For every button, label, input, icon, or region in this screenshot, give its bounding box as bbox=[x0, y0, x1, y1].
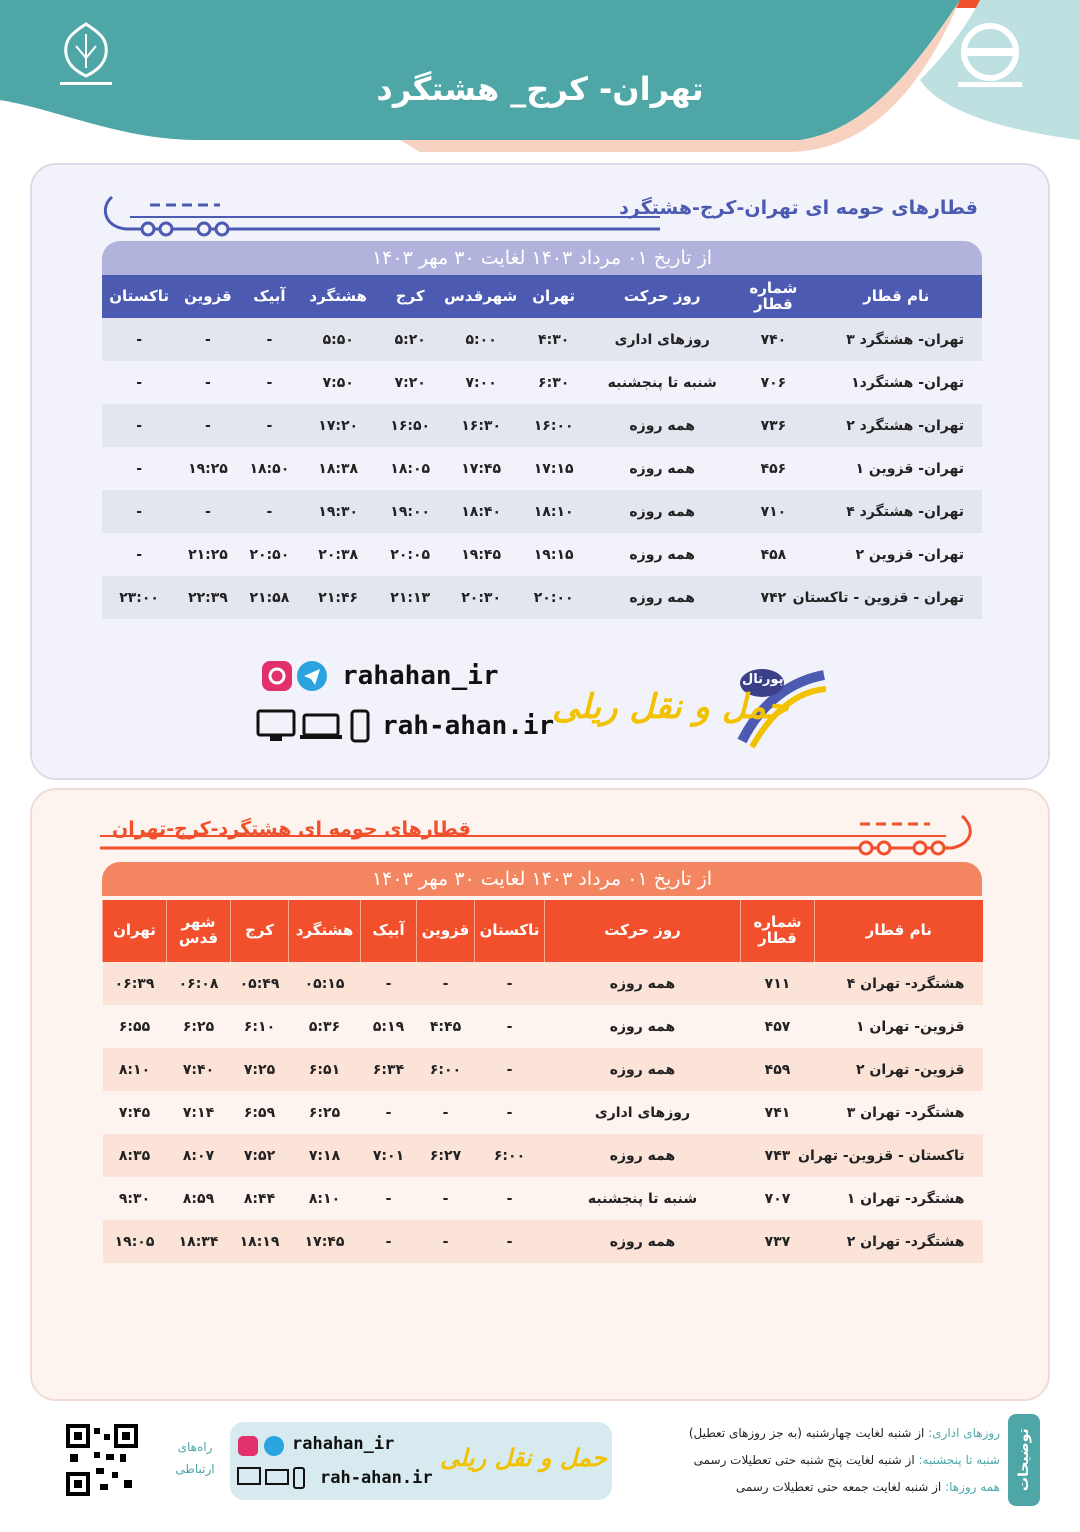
footer bbox=[40, 1414, 1040, 1506]
column-header: کرج bbox=[377, 275, 443, 318]
time-cell: ۱۸:۵۰ bbox=[240, 447, 299, 490]
train-name-cell: قزوین- تهران ۱ bbox=[815, 1005, 983, 1048]
time-cell: - bbox=[475, 1048, 545, 1091]
section-title-inbound: قطارهای حومه ای هشتگرد-کرج-تهران bbox=[112, 818, 471, 840]
header bbox=[0, 0, 1080, 160]
table-row bbox=[103, 1091, 983, 1134]
time-cell: ۸:۵۹ bbox=[167, 1177, 231, 1220]
desktop-icon bbox=[258, 711, 294, 735]
instagram-icon bbox=[238, 1436, 258, 1456]
time-cell: ۷:۰۰ bbox=[443, 361, 519, 404]
train-name-cell: تهران- قزوین ۱ bbox=[810, 447, 982, 490]
time-cell: - bbox=[176, 318, 240, 361]
time-cell: ۶:۵۵ bbox=[103, 1005, 167, 1048]
time-cell: ۵:۲۰ bbox=[377, 318, 443, 361]
train-number-cell: ۷۰۷ bbox=[741, 1177, 815, 1220]
column-header: تاکستان bbox=[475, 900, 545, 962]
train-name-cell: هشتگرد- تهران ۳ bbox=[815, 1091, 983, 1134]
table-row bbox=[103, 1177, 983, 1220]
time-cell: ۷:۵۰ bbox=[299, 361, 377, 404]
table-row bbox=[103, 1048, 983, 1091]
run-days-cell: همه روزه bbox=[588, 533, 736, 576]
note-office-days bbox=[630, 1420, 1000, 1447]
time-cell: ۲۰:۵۰ bbox=[240, 533, 299, 576]
time-cell: ۱۹:۰۰ bbox=[377, 490, 443, 533]
time-cell: ۱۶:۵۰ bbox=[377, 404, 443, 447]
time-cell: ۶:۵۱ bbox=[289, 1048, 361, 1091]
table-header-row bbox=[102, 275, 982, 318]
time-cell: ۲۱:۴۶ bbox=[299, 576, 377, 619]
time-cell: ۷:۱۸ bbox=[289, 1134, 361, 1177]
train-number-cell: ۷۱۰ bbox=[736, 490, 810, 533]
notes-tab: توضیحات bbox=[1008, 1414, 1040, 1506]
time-cell: ۲۲:۳۹ bbox=[176, 576, 240, 619]
time-cell: - bbox=[417, 962, 475, 1005]
time-cell: - bbox=[475, 1005, 545, 1048]
device-icons bbox=[256, 709, 374, 745]
time-cell: ۶:۰۰ bbox=[475, 1134, 545, 1177]
column-header: هشتگرد bbox=[289, 900, 361, 962]
footer-portal-name: حمل و نقل ریلی bbox=[440, 1444, 607, 1472]
note-value: از شنبه لغایت جمعه حتی تعطیلات رسمی bbox=[735, 1480, 946, 1494]
note-sat-thu bbox=[630, 1447, 1000, 1474]
run-days-cell: همه روزه bbox=[545, 1134, 741, 1177]
time-cell: - bbox=[475, 1220, 545, 1263]
table-row bbox=[103, 962, 983, 1005]
time-cell: - bbox=[240, 490, 299, 533]
table-header-row bbox=[103, 900, 983, 962]
column-header: روز حرکت bbox=[588, 275, 736, 318]
time-cell: - bbox=[102, 490, 176, 533]
note-every-day bbox=[630, 1474, 1000, 1501]
time-cell: ۱۷:۱۵ bbox=[519, 447, 588, 490]
time-cell: - bbox=[240, 361, 299, 404]
time-cell: ۶:۲۷ bbox=[417, 1134, 475, 1177]
time-cell: - bbox=[176, 490, 240, 533]
time-cell: - bbox=[102, 361, 176, 404]
time-cell: ۶:۰۰ bbox=[417, 1048, 475, 1091]
mobile-icon bbox=[352, 711, 368, 741]
time-cell: - bbox=[102, 447, 176, 490]
run-days-cell: روزهای اداری bbox=[545, 1091, 741, 1134]
run-days-cell: همه روزه bbox=[545, 962, 741, 1005]
column-header: روز حرکت bbox=[545, 900, 741, 962]
column-header: تهران bbox=[103, 900, 167, 962]
column-header: شماره قطار bbox=[741, 900, 815, 962]
table-row bbox=[102, 361, 982, 404]
note-key: همه روزها: bbox=[945, 1480, 1000, 1494]
time-cell: ۲۱:۵۸ bbox=[240, 576, 299, 619]
table-row bbox=[102, 490, 982, 533]
column-header: تهران bbox=[519, 275, 588, 318]
time-cell: ۷:۴۵ bbox=[103, 1091, 167, 1134]
time-cell: ۰۵:۱۵ bbox=[289, 962, 361, 1005]
time-cell: ۱۹:۰۵ bbox=[103, 1220, 167, 1263]
time-cell: ۸:۴۴ bbox=[231, 1177, 289, 1220]
run-days-cell: همه روزه bbox=[588, 404, 736, 447]
column-header: نام قطار bbox=[815, 900, 983, 962]
time-cell: ۱۸:۴۰ bbox=[443, 490, 519, 533]
contact-label-line: راه‌های bbox=[177, 1440, 213, 1454]
time-cell: ۰۶:۳۹ bbox=[103, 962, 167, 1005]
column-header: آبیک bbox=[240, 275, 299, 318]
time-cell: - bbox=[240, 318, 299, 361]
time-cell: ۰۵:۴۹ bbox=[231, 962, 289, 1005]
time-cell: ۲۰:۳۸ bbox=[299, 533, 377, 576]
footer-contact-block bbox=[230, 1422, 612, 1500]
time-cell: ۷:۴۰ bbox=[167, 1048, 231, 1091]
column-header: آبیک bbox=[361, 900, 417, 962]
run-days-cell: همه روزه bbox=[588, 576, 736, 619]
time-cell: ۸:۰۷ bbox=[167, 1134, 231, 1177]
column-header: شهر قدس bbox=[167, 900, 231, 962]
time-cell: ۱۹:۳۰ bbox=[299, 490, 377, 533]
train-name-cell: تهران- هشتگرد ۳ bbox=[810, 318, 982, 361]
time-cell: ۵:۳۶ bbox=[289, 1005, 361, 1048]
page-title: تهران- کرج_ هشتگرد bbox=[376, 70, 704, 108]
instagram-icon bbox=[262, 661, 292, 691]
time-cell: ۷:۱۴ bbox=[167, 1091, 231, 1134]
time-cell: ۱۸:۰۵ bbox=[377, 447, 443, 490]
train-name-cell: تهران- هشتگرد ۴ bbox=[810, 490, 982, 533]
contact-label-line: ارتباطی bbox=[175, 1462, 215, 1476]
section-title-outbound: قطارهای حومه ای تهران-کرج-هشتگرد bbox=[619, 197, 978, 219]
time-cell: ۱۸:۳۴ bbox=[167, 1220, 231, 1263]
time-cell: ۴:۳۰ bbox=[519, 318, 588, 361]
time-cell: ۷:۲۵ bbox=[231, 1048, 289, 1091]
date-range-band: از تاریخ ۰۱ مرداد ۱۴۰۳ لغایت ۳۰ مهر ۱۴۰۳ bbox=[102, 862, 982, 896]
time-cell: ۱۹:۴۵ bbox=[443, 533, 519, 576]
time-cell: ۵:۱۹ bbox=[361, 1005, 417, 1048]
time-cell: ۱۶:۳۰ bbox=[443, 404, 519, 447]
train-number-cell: ۷۴۳ bbox=[741, 1134, 815, 1177]
table-row bbox=[102, 447, 982, 490]
laptop-icon bbox=[266, 1470, 288, 1484]
time-cell: ۱۷:۲۰ bbox=[299, 404, 377, 447]
time-cell: - bbox=[240, 404, 299, 447]
time-cell: ۸:۳۵ bbox=[103, 1134, 167, 1177]
mobile-icon bbox=[294, 1468, 304, 1488]
time-cell: - bbox=[176, 361, 240, 404]
time-cell: - bbox=[475, 1177, 545, 1220]
train-number-cell: ۷۴۱ bbox=[741, 1091, 815, 1134]
train-number-cell: ۴۵۸ bbox=[736, 533, 810, 576]
time-cell: ۶:۳۰ bbox=[519, 361, 588, 404]
note-value: از شنبه لغایت پنج شنبه حتی تعطیلات رسمی bbox=[693, 1453, 919, 1467]
train-name-cell: تهران- هشتگرد۱ bbox=[810, 361, 982, 404]
table-row bbox=[102, 318, 982, 361]
contact-block bbox=[252, 657, 832, 757]
column-header: شماره قطار bbox=[736, 275, 810, 318]
time-cell: ۲۱:۲۵ bbox=[176, 533, 240, 576]
time-cell: ۶:۱۰ bbox=[231, 1005, 289, 1048]
time-cell: ۱۷:۴۵ bbox=[443, 447, 519, 490]
time-cell: - bbox=[102, 318, 176, 361]
run-days-cell: همه روزه bbox=[588, 490, 736, 533]
footer-website[interactable]: rah-ahan.ir bbox=[320, 1468, 433, 1488]
train-number-cell: ۴۵۷ bbox=[741, 1005, 815, 1048]
train-name-cell: تهران- قزوین ۲ bbox=[810, 533, 982, 576]
table-row bbox=[103, 1220, 983, 1263]
table-row bbox=[103, 1005, 983, 1048]
laptop-icon bbox=[304, 715, 338, 735]
footer-social-icons bbox=[236, 1434, 296, 1458]
time-cell: - bbox=[102, 533, 176, 576]
column-header: هشتگرد bbox=[299, 275, 377, 318]
rail-track-decoration bbox=[100, 804, 980, 860]
outbound-schedule-table bbox=[102, 275, 982, 619]
contact-label bbox=[170, 1424, 220, 1496]
inbound-schedule-table bbox=[102, 900, 983, 1263]
time-cell: ۵:۰۰ bbox=[443, 318, 519, 361]
train-number-cell: ۴۵۹ bbox=[741, 1048, 815, 1091]
website-link[interactable]: rah-ahan.ir bbox=[382, 711, 555, 741]
time-cell: ۱۹:۱۵ bbox=[519, 533, 588, 576]
train-name-cell: هشتگرد- تهران ۱ bbox=[815, 1177, 983, 1220]
column-header: کرج bbox=[231, 900, 289, 962]
time-cell: ۱۸:۱۰ bbox=[519, 490, 588, 533]
time-cell: - bbox=[361, 1220, 417, 1263]
train-number-cell: ۷۳۶ bbox=[736, 404, 810, 447]
time-cell: ۷:۲۰ bbox=[377, 361, 443, 404]
time-cell: - bbox=[475, 1091, 545, 1134]
table-row bbox=[102, 404, 982, 447]
notes-list bbox=[630, 1420, 1000, 1501]
table-row bbox=[103, 1134, 983, 1177]
train-number-cell: ۷۴۰ bbox=[736, 318, 810, 361]
rail-track-decoration bbox=[100, 187, 660, 239]
desktop-icon bbox=[238, 1468, 260, 1484]
train-name-cell: هشتگرد- تهران ۲ bbox=[815, 1220, 983, 1263]
column-header: قزوین bbox=[176, 275, 240, 318]
footer-social-handle[interactable]: rahahan_ir bbox=[292, 1434, 395, 1454]
time-cell: ۶:۳۴ bbox=[361, 1048, 417, 1091]
note-key: روزهای اداری: bbox=[928, 1426, 1000, 1440]
table-row bbox=[102, 576, 982, 619]
telegram-icon bbox=[264, 1436, 284, 1456]
time-cell: ۵:۵۰ bbox=[299, 318, 377, 361]
portal-label: پورتال bbox=[742, 672, 784, 687]
train-name-cell: تهران - قزوین - تاکستان bbox=[810, 576, 982, 619]
time-cell: - bbox=[417, 1177, 475, 1220]
train-name-cell: تهران- هشتگرد ۲ bbox=[810, 404, 982, 447]
time-cell: ۲۰:۰۵ bbox=[377, 533, 443, 576]
time-cell: ۱۶:۰۰ bbox=[519, 404, 588, 447]
run-days-cell: شنبه تا پنجشنبه bbox=[588, 361, 736, 404]
qr-code[interactable] bbox=[66, 1424, 138, 1496]
footer-device-icons bbox=[236, 1466, 316, 1490]
run-days-cell: همه روزه bbox=[545, 1048, 741, 1091]
table-row bbox=[102, 533, 982, 576]
time-cell: - bbox=[176, 404, 240, 447]
time-cell: - bbox=[361, 1091, 417, 1134]
run-days-cell: همه روزه bbox=[545, 1005, 741, 1048]
time-cell: - bbox=[417, 1220, 475, 1263]
time-cell: ۶:۲۵ bbox=[289, 1091, 361, 1134]
train-number-cell: ۷۴۲ bbox=[736, 576, 810, 619]
time-cell: - bbox=[361, 962, 417, 1005]
time-cell: ۶:۲۵ bbox=[167, 1005, 231, 1048]
train-name-cell: هشتگرد- تهران ۴ bbox=[815, 962, 983, 1005]
column-header: نام قطار bbox=[810, 275, 982, 318]
time-cell: - bbox=[417, 1091, 475, 1134]
column-header: تاکستان bbox=[102, 275, 176, 318]
time-cell: ۱۸:۱۹ bbox=[231, 1220, 289, 1263]
time-cell: ۰۶:۰۸ bbox=[167, 962, 231, 1005]
train-number-cell: ۴۵۶ bbox=[736, 447, 810, 490]
note-value: از شنبه لغایت چهارشنبه (به جز روزهای تعطیل) bbox=[688, 1426, 929, 1440]
run-days-cell: همه روزه bbox=[545, 1220, 741, 1263]
time-cell: ۸:۱۰ bbox=[289, 1177, 361, 1220]
time-cell: ۷:۵۲ bbox=[231, 1134, 289, 1177]
time-cell: ۴:۴۵ bbox=[417, 1005, 475, 1048]
time-cell: ۶:۵۹ bbox=[231, 1091, 289, 1134]
time-cell: ۲۰:۰۰ bbox=[519, 576, 588, 619]
time-cell: - bbox=[102, 404, 176, 447]
portal-name: حمل و نقل ریلی bbox=[552, 687, 789, 727]
time-cell: ۱۷:۴۵ bbox=[289, 1220, 361, 1263]
train-name-cell: قزوین- تهران ۲ bbox=[815, 1048, 983, 1091]
schedule-panel-outbound bbox=[30, 163, 1050, 780]
train-name-cell: تاکستان - قزوین- تهران bbox=[815, 1134, 983, 1177]
train-number-cell: ۷۱۱ bbox=[741, 962, 815, 1005]
schedule-panel-inbound bbox=[30, 788, 1050, 1401]
train-number-cell: ۷۳۷ bbox=[741, 1220, 815, 1263]
social-handle[interactable]: rahahan_ir bbox=[342, 661, 499, 691]
column-header: شهرقدس bbox=[443, 275, 519, 318]
column-header: قزوین bbox=[417, 900, 475, 962]
social-icons bbox=[260, 659, 330, 693]
time-cell: ۲۱:۱۳ bbox=[377, 576, 443, 619]
run-days-cell: همه روزه bbox=[588, 447, 736, 490]
time-cell: - bbox=[361, 1177, 417, 1220]
time-cell: ۸:۱۰ bbox=[103, 1048, 167, 1091]
run-days-cell: شنبه تا پنجشنبه bbox=[545, 1177, 741, 1220]
train-number-cell: ۷۰۶ bbox=[736, 361, 810, 404]
note-key: شنبه تا پنجشنبه: bbox=[918, 1453, 1000, 1467]
time-cell: ۱۸:۳۸ bbox=[299, 447, 377, 490]
time-cell: ۹:۳۰ bbox=[103, 1177, 167, 1220]
time-cell: ۱۹:۲۵ bbox=[176, 447, 240, 490]
date-range-band: از تاریخ ۰۱ مرداد ۱۴۰۳ لغایت ۳۰ مهر ۱۴۰۳ bbox=[102, 241, 982, 275]
time-cell: - bbox=[475, 962, 545, 1005]
run-days-cell: روزهای اداری bbox=[588, 318, 736, 361]
time-cell: ۲۰:۳۰ bbox=[443, 576, 519, 619]
time-cell: ۲۳:۰۰ bbox=[102, 576, 176, 619]
time-cell: ۷:۰۱ bbox=[361, 1134, 417, 1177]
